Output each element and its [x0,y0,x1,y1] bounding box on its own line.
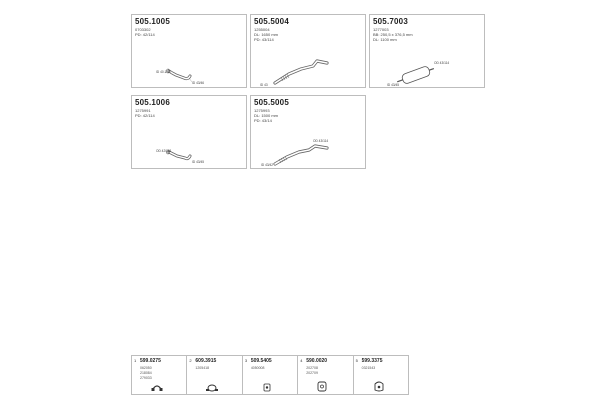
part-card[interactable] [131,14,247,88]
part-card[interactable] [250,95,366,169]
part-card[interactable] [369,14,485,88]
part-ref: 279033 [140,376,152,380]
part-ref: 0321543 [361,366,376,370]
part-index: 5 [355,358,358,363]
gasket-icon [354,356,410,396]
part-ref: 218084 [140,371,152,375]
part-detail: PD: 43/114 [254,37,274,42]
part-detail: 1255004 [254,27,270,32]
part-detail: DL: 1500 mm [254,113,279,118]
muffler-drawing [370,15,486,89]
part-index: 3 [244,358,248,363]
part-card[interactable] [250,14,366,88]
part-code: 609.3915 [195,358,217,364]
part-detail: BB: 250,5 x 376,5 mm [373,32,413,37]
part-ref: 202708 [306,366,318,370]
part-detail: DL: 1650 mm [254,32,279,37]
part-code: 599.0275 [140,358,161,364]
dimension-label: ID 43/42 [261,163,274,167]
part-ref: 1205418 [195,366,210,370]
part-ref: 4050008 [250,366,265,370]
exhaust-pipe-drawing [251,96,367,170]
dimension-label: OD 42/118 [156,149,172,153]
part-code: 590.0020 [306,358,328,364]
dimension-label: ID 43/46 [192,81,205,85]
accessory-part[interactable] [297,356,352,394]
part-code: 505.1006 [135,98,170,107]
accessory-part[interactable] [353,356,408,394]
accessory-part[interactable] [186,356,241,394]
part-detail: PD: 43/14 [254,118,272,123]
part-detail: 0703302 [135,27,151,32]
dimension-label: ID 43/45 [192,160,205,164]
dimension-label: ID 43/45 [387,83,400,87]
part-code: 505.5005 [254,98,289,107]
part-code: 599.3375 [361,358,383,364]
part-detail: 1275993 [254,108,270,113]
clamp-icon [132,356,188,396]
part-code: 505.7003 [373,17,408,26]
dimension-label: ID 43 [260,83,268,87]
clamp-icon [187,356,243,396]
part-detail: 1277003 [373,27,389,32]
dimension-label: OD 43/114 [313,139,329,143]
part-detail: PD: 42/114 [135,32,155,37]
dimension-label: OD 43/114 [434,61,450,65]
exhaust-pipe-drawing [132,96,248,170]
exhaust-pipe-drawing [251,15,367,89]
accessory-part[interactable] [242,356,297,394]
part-code: 509.5405 [250,358,272,364]
part-index: 2 [189,358,192,363]
part-index: 4 [300,358,303,363]
dimension-label: ID 40.1 16 [156,70,171,74]
part-detail: 1275991 [135,108,151,113]
part-detail: DL: 1100 mm [373,37,397,42]
accessory-parts-strip [131,355,409,395]
exhaust-pipe-drawing [132,15,248,89]
part-card[interactable] [131,95,247,169]
part-detail: PD: 42/114 [135,113,155,118]
part-code: 505.1005 [135,17,170,26]
part-index: 1 [134,358,137,363]
part-ref: 062050 [140,366,152,370]
hanger-icon [243,356,299,396]
part-ref: 202709 [306,371,318,375]
accessory-part[interactable] [132,356,186,394]
rubber-mount-icon [298,356,354,396]
part-code: 505.5004 [254,17,289,26]
